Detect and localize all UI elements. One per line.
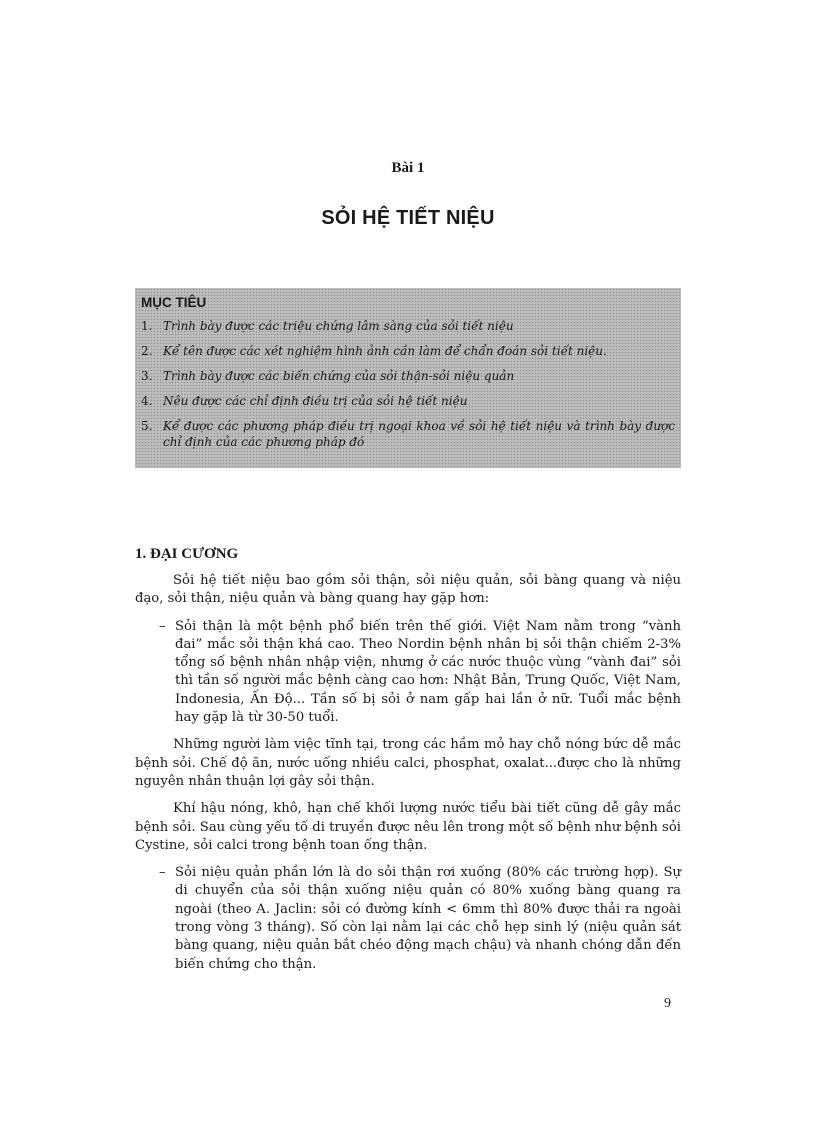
objective-item (141, 318, 675, 334)
bullet-text: Sỏi thận là một bệnh phổ biến trên thế giới. Việt Nam nằm trong “vành đai” mắc sỏi thận khá cao. Theo Nordin bệnh nhân bị sỏi thận chiếm 2-3% tổng số bệnh nhân nhập viện, nhưng ở các nước thuộc vùng “vành đai” sỏi thì tần số người mắc bệnh càng cao hơn: Nhật Bản, Trung Quốc, Việt Nam, Indonesia, Ấn Độ... Tần số bị sỏi ở nam gấp hai lần ở nữ. Tuổi mắc bệnh hay gặp là từ 30-50 tuổi. (175, 618, 681, 726)
chapter-title: SỎI HỆ TIẾT NIỆU (321, 207, 495, 229)
objective-number: 4. (141, 394, 153, 408)
objective-number: 2. (141, 344, 153, 358)
objective-item (141, 418, 675, 450)
objective-item (141, 393, 675, 409)
dash-bullet: – (159, 865, 166, 881)
section-heading: 1. ĐẠI CƯƠNG (135, 546, 239, 562)
lesson-label: Bài 1 (391, 160, 425, 176)
section-body (135, 572, 681, 983)
page-number: 9 (664, 996, 671, 1011)
objectives-box (135, 288, 681, 468)
dash-bullet: – (159, 618, 166, 634)
objectives-heading: MỤC TIÊU (141, 295, 207, 310)
objective-item (141, 368, 675, 384)
objective-text: Kể tên được các xét nghiệm hình ảnh cần làm để chẩn đoán sỏi tiết niệu. (163, 344, 607, 358)
objective-text: Trình bày được các triệu chứng lâm sàng của sỏi tiết niệu (163, 319, 514, 333)
paragraph-climate-genetics: Khí hậu nóng, khô, hạn chế khối lượng nước tiểu bài tiết cũng dễ gây mắc bệnh sỏi. Sau cùng yếu tố di truyền được nêu lên trong một số bệnh như bệnh sỏi Cystine, sỏi calci trong bệnh toan ống thận. (135, 801, 681, 853)
objective-number: 5. (141, 419, 153, 433)
objective-text: Trình bày được các biến chứng của sỏi thận-sỏi niệu quản (163, 369, 515, 383)
objective-item (141, 343, 675, 359)
objective-number: 1. (141, 319, 153, 333)
paragraph-risk-factors: Những người làm việc tĩnh tại, trong các hầm mỏ hay chỗ nóng bức dễ mắc bệnh sỏi. Chế độ ăn, nước uống nhiều calci, phosphat, oxalat...được cho là những nguyên nhân thuận lợi gây sỏi thận. (135, 737, 681, 789)
bullet-item-ureteral-stones (135, 864, 681, 974)
bullet-item-kidney-stones (135, 618, 681, 728)
objective-text: Kể được các phương pháp điều trị ngoại khoa về sỏi hệ tiết niệu và trình bày được chỉ định của các phương pháp đó (163, 419, 675, 449)
objective-number: 3. (141, 369, 153, 383)
objectives-list (141, 318, 675, 450)
objective-text: Nêu được các chỉ định điều trị của sỏi hệ tiết niệu (163, 394, 468, 408)
intro-paragraph: Sỏi hệ tiết niệu bao gồm sỏi thận, sỏi niệu quản, sỏi bàng quang và niệu đạo, sỏi thận, niệu quản và bàng quang hay gặp hơn: (135, 573, 681, 607)
bullet-text: Sỏi niệu quản phần lớn là do sỏi thận rơi xuống (80% các trường hợp). Sự di chuyển của sỏi thận xuống niệu quản có 80% xuống bàng quang ra ngoài (theo A. Jaclin: sỏi có đường kính < 6mm thì 80% được thải ra ngoài trong vòng 3 tháng). Số còn lại nằm lại các chỗ hẹp sinh lý (niệu quản sát bàng quang, niệu quản bắt chéo động mạch chậu) và nhanh chóng dẫn đến biến chứng cho thận. (175, 865, 681, 972)
